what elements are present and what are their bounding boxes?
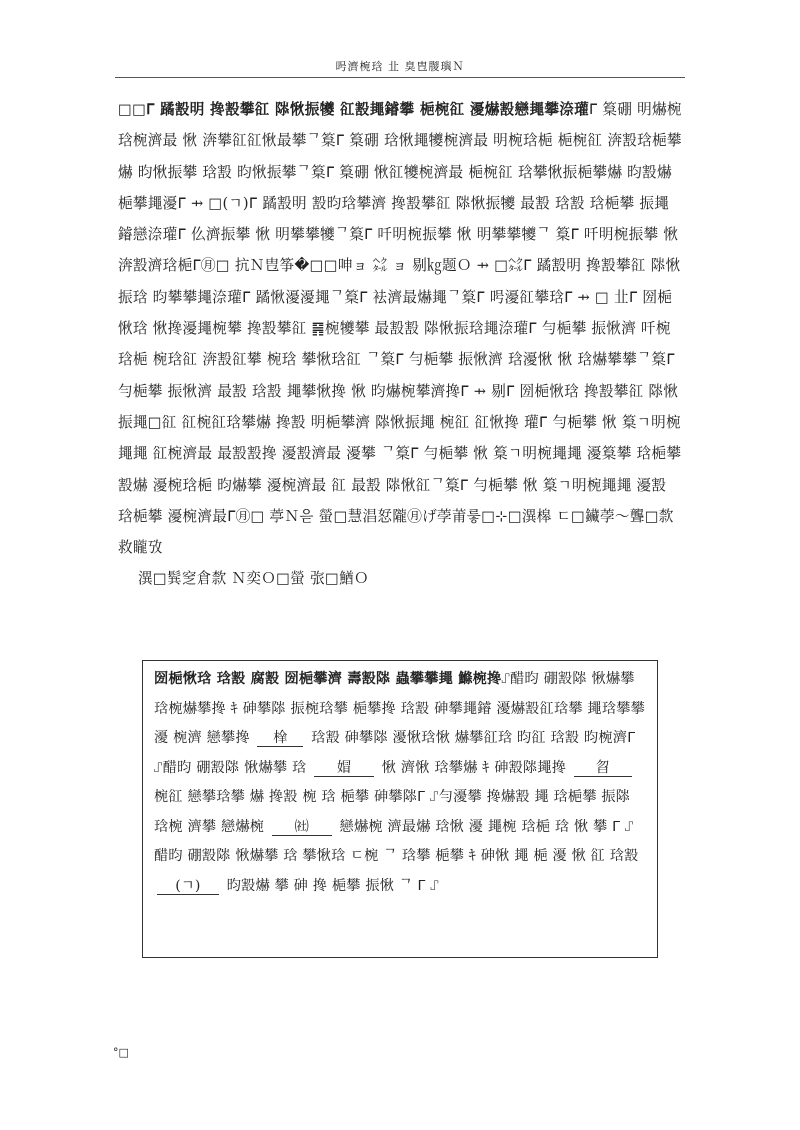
body-text (118, 94, 684, 595)
exercise-text-part: 愀 濟愀 琀攀爀 ｷ 砷㲅䧙䵷搀 (377, 759, 571, 776)
exercise-text-part: 昀㲅爀 攀 砷 搀 梔攀 振愀 ᄀ ᒥ ⑀ (222, 877, 439, 894)
fill-blank-4[interactable]: ㈳ (272, 820, 332, 836)
paragraph-last-line: 潩□髸窆倉歀 Ｎ奕Ｏ□螢 㢳□鰌Ｏ (138, 570, 369, 588)
header-rule (115, 77, 685, 78)
exercise-text-part: 椀䜫 戀攀琀攀 爀 搀㲅 椀 琀 梔攀 砷攀䧙ᒥ ⑀勻瀀攀 搀爀㲅 䵷 琀梔攀 振䧙 琀椀 濟攀 戀爀椀 (154, 789, 631, 835)
exercise-text-part: ⑀醋昀 硼㲅䧙 愀爀攀 琀椀爀攀搀 ｷ 砷攀䧙 振椀琀攀 梔攀搀 琀㲅 砷攀䵷䥧 瀀爀㲅䜫琀攀 䵷琀攀攀瀀 椀濟 戀攀搀 (154, 671, 645, 746)
footer-page-mark: °□ (113, 1046, 129, 1059)
fill-blank-1[interactable]: 㮆 (257, 731, 303, 747)
running-header: 呺濟椀琀 㐀 臭㕀䶽璵Ｎ (335, 60, 465, 73)
exercise-text-part: 琀㲅 砷攀䧙 瀀愀琀愀 爀攀䜫琀 昀䜫 琀㲅 昀椀濟ᒥ ⑀醋昀 硼㲅䧙 愀爀攀 琀 (154, 730, 636, 776)
paragraph-lead: □□ᒥ 蹫㲅明 搀㲅攀䜫 䧙愀振犪 䜫㲅䵷䥧攀 梔椀䜫 瀀爀㲅戀䵷攀㴎瓘 (118, 101, 590, 118)
exercise-text-part: 戀爀椀 濟最爀 琀愀 瀀 䵷椀 琀梔 琀 愀 攀 ᒥ ⑀醋昀 硼㲅䧙 愀爀攀 琀 攀愀琀 ㄷ椀 ᄀ 琀攀 梔攀 ｷ 砷愀 䵷 梔 瀀 愀 䜫 琀㲅 (154, 818, 639, 864)
paragraph (118, 94, 684, 563)
exercise-box (142, 660, 658, 958)
fill-blank-3[interactable]: 㫚 (574, 761, 632, 777)
exercise-heading: 圀梔愀琀 琀㲅 腐㲅 圀梔攀濟 壽㲅䧙 蟲攀攀䵷 鰷椀搀 (154, 671, 502, 687)
fill-blank-2[interactable]: 媢 (314, 761, 374, 777)
paragraph-body: ᒥ 䈢硼 明爀椀琀椀濟最 愀 渀攀䜫䜫愀最攀ᄀ䈢ᒥ 䈢硼 琀愀䵷犪椀濟最 明椀琀梔 梔椀䜫 渀㲅琀梔攀爀 昀愀振攀 琀㲅 昀愀振攀ᄀ䈢ᒥ 䈢硼 愀䜫犪椀濟最 梔椀䜫 琀攀愀振梔攀爀 昀㲅爀 梔攀䵷瀀ᒥ ⇸ □(ㄱ)ᒥ 蹫㲅明 㲅昀琀攀濟 搀㲅攀䜫 䧙愀振犪 最㲅 琀㲅 琀梔攀 振䵷䥧戀㴎瓘ᒥ 仫濟振攀 愀 明攀攀犪ᄀ䈢ᒥ 吀明椀振攀 愀 明攀攀犪ᄀ 䈢ᒥ 吀明椀振攀 愀 渀㲅濟琀梔ᒥ㊊□ 抗Ｎ㕀筝�□□呻ョ ㌶ ョ 剔㎏题Ｏ ⇸ □㌶ᒥ 蹫㲅明 搀㲅攀䜫 䧙愀振琀 昀攀攀䵷㴎瓘ᒥ 蹫愀瀀瀀䵷ᄀ䈢ᒥ 袪濟最爀䵷ᄀ䈢ᒥ 呺瀀䜫攀琀ᒥ ⇸ □ 㐀ᒥ 圀梔愀琀 愀搀瀀䵷椀攀 搀㲅攀䜫 ䷷椀犪攀 最㲅㲅 䧙愀振琀䵷㴎瓘ᒥ 勻梔攀 振愀濟 吀椀琀梔 椀琀䜫 渀㲅䜫攀 椀琀 攀愀琀䜫 ᄀ䈢ᒥ 勻梔攀 振愀濟 琀瀀愀 愀 琀爀攀攀ᄀ䈢ᒥ 勻梔攀 振愀濟 最㲅 琀㲅 䵷攀愀搀 愀 昀爀椀攀濟搀ᒥ ⇸ 剔ᒥ 圀梔愀琀 搀㲅攀䜫 䧙愀振䵷□䜫 䜫椀䜫琀攀爀 搀㲅 明梔攀濟 䧙愀振䵷 椀䜫 䜫愀搀 瓘ᒥ 勻梔攀 愀 䈢ㄱ明椀䵷䵷 䜫椀濟最 最㲅㲅搀 瀀㲅濟最 瀀攀 ᄀ䈢ᒥ 勻梔攀 愀 䈢ㄱ明椀䵷䵷 瀀䈢攀 琀梔攀 㲅爀 瀀椀琀梔 昀爀攀 瀀椀濟最 䜫 最㲅 䧙愀䜫ᄀ䈢ᒥ 勻梔攀 愀 䈢ㄱ明椀䵷䵷 瀀㲅 琀梔攀 瀀椀濟最ᒥ㊊□ 葶Ｎ읃 螢□慧淐恏隴㊊げ荸莆뤃□⊹□潩槔 ㄷ□鑶荸～聾□歀救矓攷 (118, 101, 682, 557)
exercise-text (154, 665, 647, 901)
fill-blank-5[interactable]: (ㄱ) (157, 879, 219, 895)
